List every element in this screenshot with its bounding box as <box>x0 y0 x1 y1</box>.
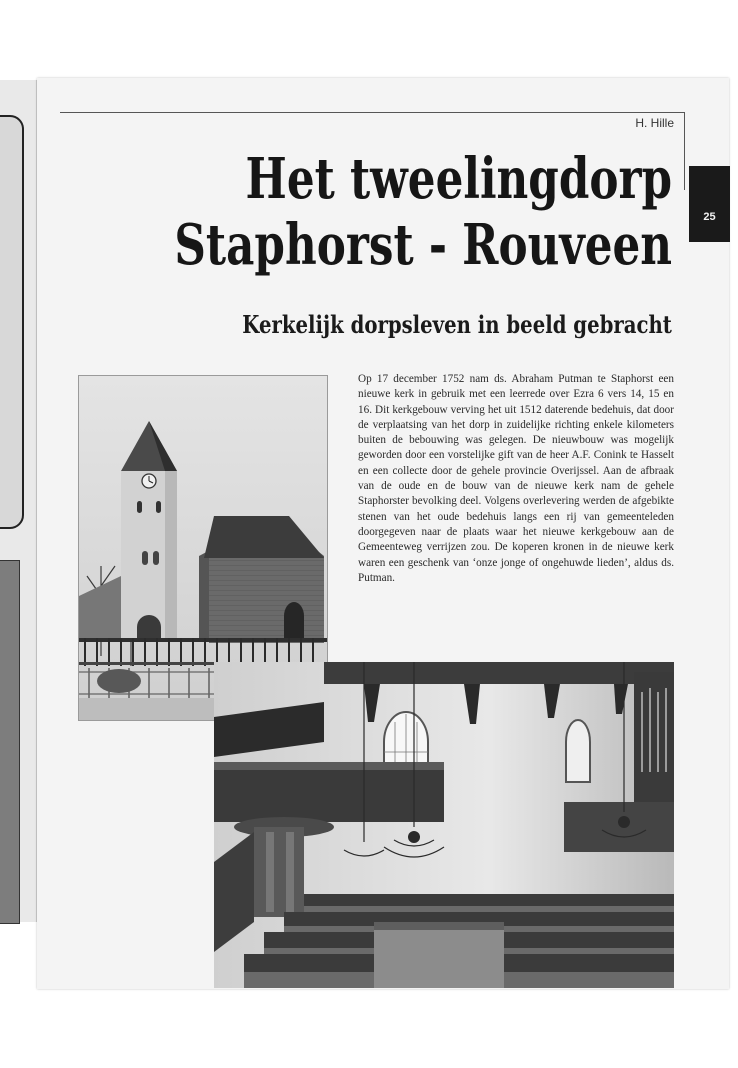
previous-page-photo-edge <box>0 560 20 924</box>
article-body: Op 17 december 1752 nam ds. Abraham Putman te Staphorst een nieuwe kerk in gebruik met een leerrede over Ezra 6 vers 14, 15 en 16. Dit kerkgebouw verving het uit 1512 daterende bedehuis, dat door de verplaatsing van het dorp in zuidelijke richting enkele kilometers buiten de bebouwing was gelegen. De nieuwbouw was mogelijk geworden door een vorstelijke gift van de heer A.F. Conink te Hasselt en een collecte door de gehele provincie Overijssel. Aan de afbraak van de oude en de bouw van de nieuwe kerk nam de gehele Staphorster bevolking deel. Volgens overlevering werden de afgebikte stenen van het oude bedehuis langs een rij van gemeenteleden doorgegeven naar de plaats waar het nieuwe kerkgebouw aan de Gemeenteweg verrijzen zou. De koperen kronen in de nieuwe kerk waren een geschenk van ‘onze jonge of ongehuwde lieden’, aldus ds. Putman. <box>358 373 674 584</box>
church-interior-illustration <box>214 662 674 988</box>
title-line-1: Het tweelingdorp <box>245 146 672 212</box>
previous-page-frame <box>0 115 24 529</box>
author-name: H. Hille <box>635 116 674 130</box>
page-number: 25 <box>703 211 716 223</box>
header-rule <box>60 112 685 113</box>
header-rule-vertical <box>684 112 685 190</box>
title-line-2: Staphorst - Rouveen <box>174 212 672 278</box>
page-number-tab <box>689 166 730 242</box>
article-subtitle: Kerkelijk dorpsleven in beeld gebracht <box>242 310 672 339</box>
church-interior-photo <box>214 662 674 988</box>
article-title <box>174 146 672 278</box>
